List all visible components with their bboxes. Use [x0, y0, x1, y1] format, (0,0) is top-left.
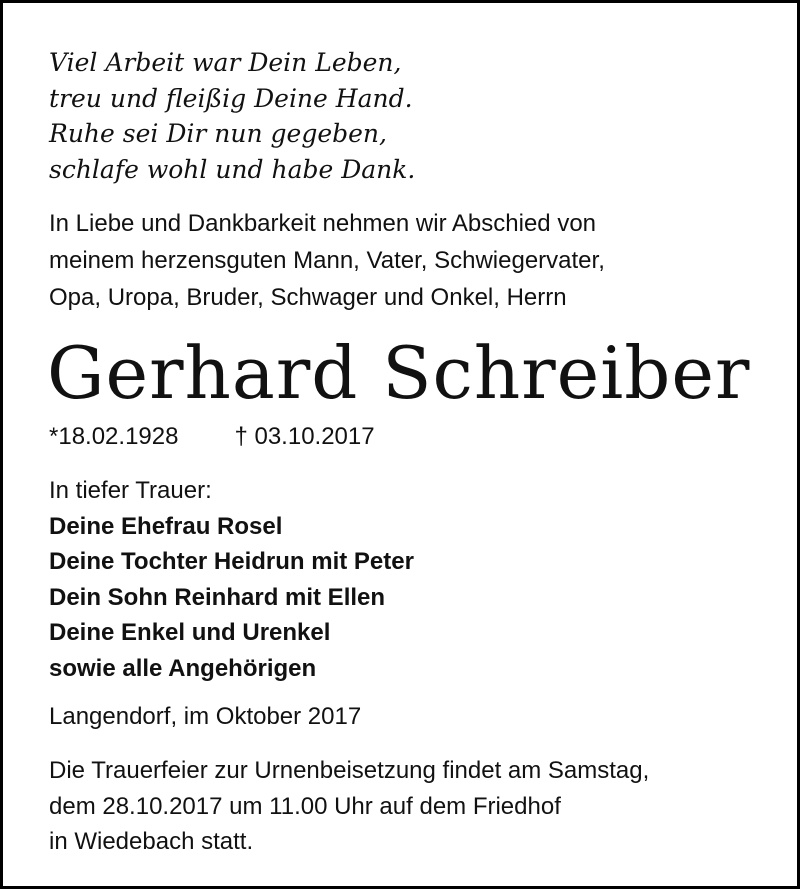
funeral-line: in Wiedebach statt.	[49, 828, 254, 855]
mourner-name: Deine Tochter Heidrun mit Peter	[49, 548, 414, 575]
intro-line: In Liebe und Dankbarkeit nehmen wir Abschied von	[49, 210, 597, 237]
funeral-details	[49, 753, 649, 860]
mourner-name: Deine Ehefrau Rosel	[49, 512, 283, 540]
poem-line: schlafe wohl und habe Dank.	[49, 154, 416, 184]
mourner-name: Deine Enkel und Urenkel	[49, 619, 331, 646]
funeral-line: Die Trauerfeier zur Urnenbeisetzung findet am Samstag,	[49, 757, 650, 784]
memorial-poem	[49, 45, 415, 187]
funeral-line: dem 28.10.2017 um 11.00 Uhr auf dem Friedhof	[49, 792, 561, 820]
farewell-intro	[49, 205, 605, 316]
deceased-name: Gerhard Schreiber	[47, 331, 751, 415]
life-dates	[49, 420, 375, 454]
poem-line: Viel Arbeit war Dein Leben,	[49, 48, 402, 77]
mourners-list	[49, 473, 414, 686]
place-and-date: Langendorf, im Oktober 2017	[49, 703, 362, 730]
intro-line: Opa, Uropa, Bruder, Schwager und Onkel, Herrn	[49, 284, 567, 311]
poem-line: treu und fleißig Deine Hand.	[49, 83, 413, 113]
mourner-name: sowie alle Angehörigen	[49, 654, 317, 682]
mourners-heading: In tiefer Trauer:	[49, 477, 212, 504]
intro-line: meinem herzensguten Mann, Vater, Schwiegervater,	[49, 247, 605, 274]
death-date: † 03.10.2017	[234, 423, 375, 450]
mourner-name: Dein Sohn Reinhard mit Ellen	[49, 583, 386, 611]
birth-date: *18.02.1928	[49, 423, 179, 450]
poem-line: Ruhe sei Dir nun gegeben,	[49, 119, 387, 148]
